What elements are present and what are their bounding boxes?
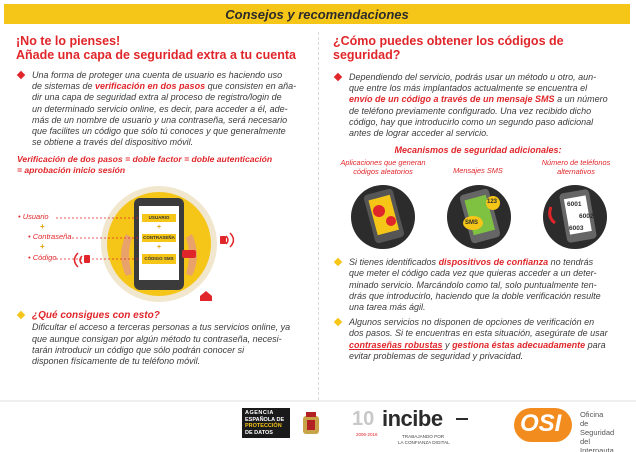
bullet-icon	[334, 73, 342, 81]
left-heading: ¡No te lo pienses! Añade una capa de seguridad extra a tu cuenta	[16, 34, 296, 62]
label-phones: Número de teléfonos alternativos	[541, 158, 611, 176]
left-paragraph-intro: Una forma de proteger una cuenta de usuario es haciendo uso de sistemas de verificación en dos pasos que consisten en aña- dir una capa de seguridad extra al proceso de registro/login de un determinado servicio online, es decir, para acceder a él, ade- más de un nombre de usuario y una contraseña, será necesario que facilites un código que sólo tú conoces y que generalmente se obtiene a través del dispositivo móvil.	[16, 70, 302, 148]
label-password: • Contraseña	[28, 232, 72, 242]
screen-user: USUARIO	[148, 215, 170, 221]
bullet-icon	[334, 258, 342, 266]
sms-bubble: SMS	[465, 220, 479, 227]
screen-password: CONTRASEÑA	[143, 235, 175, 241]
mechanisms-section	[333, 145, 623, 255]
right-heading: ¿Cómo puedes obtener los códigos de seguridad?	[333, 34, 564, 62]
screen-plus-1: +	[156, 224, 162, 232]
plus-2: +	[40, 242, 45, 252]
mechanisms-title: Mecanismos de seguridad adicionales:	[394, 145, 562, 156]
header-banner	[4, 4, 630, 24]
right-paragraph-robust: Algunos servicios no disponen de opciones de verificación en dos pasos. Si te encuentras en esta situación, asegúrate de usar contraseñas robustas y gestiona éstas adecuadamente para evitar problemas de seguridad y privacidad.	[333, 317, 623, 362]
left-subquestion: ¿Qué consigues con esto?	[16, 310, 302, 321]
phone-illustration-icon	[16, 180, 302, 306]
label-sms: Mensajes SMS	[453, 166, 503, 176]
right-paragraph-trusted: Si tienes identificados dispositivos de confianza no tendrás que meter el código cada vez que quieras acceder a un deter- minado servicio. Marcándolo como tal, solo puntualmente ten- drás que introducirlo, haciendo que la doble verificación resulte una tarea más ágil.	[333, 257, 623, 313]
banner-title: Consejos y recomendaciones	[225, 6, 409, 22]
phone-number-1: 6001	[567, 201, 582, 209]
left-paragraph-benefit: Dificultar el acceso a terceras personas a tus servicios online, ya que aunque consigan por algún método tu contraseña, necesi- tarán introducir un código que sólo podrán conocer si disponen físicamente de tu teléfono móvil.	[32, 322, 291, 367]
government-crest-icon	[300, 410, 322, 438]
sms-bubble-top: 123	[487, 199, 498, 206]
footer	[0, 402, 636, 452]
bullet-icon	[17, 311, 25, 319]
two-step-illustration	[16, 180, 302, 306]
label-code: • Código	[28, 253, 57, 263]
osi-logo: OSI Oficina de Seguridad del Internauta	[514, 408, 624, 448]
label-user: • Usuario	[18, 212, 49, 222]
screen-plus-2: +	[156, 244, 162, 252]
incibe-logo: 10 2006-2016 incibe TRABAJANDO POR LA CONFIANZA DIGITAL	[352, 408, 472, 448]
aepd-logo: AGENCIA ESPAÑOLA DE PROTECCIÓN DE DATOS	[242, 408, 290, 438]
app-generator-icon	[351, 185, 415, 249]
sms-icon	[447, 185, 511, 249]
phone-number-2: 6002	[579, 213, 594, 221]
alt-phones-icon	[543, 185, 607, 249]
right-column	[333, 30, 623, 362]
bullet-icon	[17, 71, 25, 79]
screen-code: CÓDIGO SMS	[144, 256, 174, 262]
label-apps: Aplicaciones que generan códigos aleatorios	[340, 158, 426, 176]
left-column	[16, 30, 302, 367]
bullet-icon	[334, 318, 342, 326]
right-paragraph-intro: Dependiendo del servicio, podrás usar un método u otro, aun- que entre los más implantados actualmente se encuentra el envío de un código a través de un mensaje SMS a un número de teléfono previamente configurado. Una vez recibido dicho código, hay que introducirlo como un segundo paso adicional antes de lograr acceder al servicio.	[333, 72, 623, 139]
two-step-formula: Verificación de dos pasos = doble factor = doble autenticación = aprobación inicio sesión	[17, 154, 273, 176]
phone-number-3: 6003	[569, 225, 584, 233]
column-divider	[318, 32, 319, 400]
plus-1: +	[40, 222, 45, 232]
